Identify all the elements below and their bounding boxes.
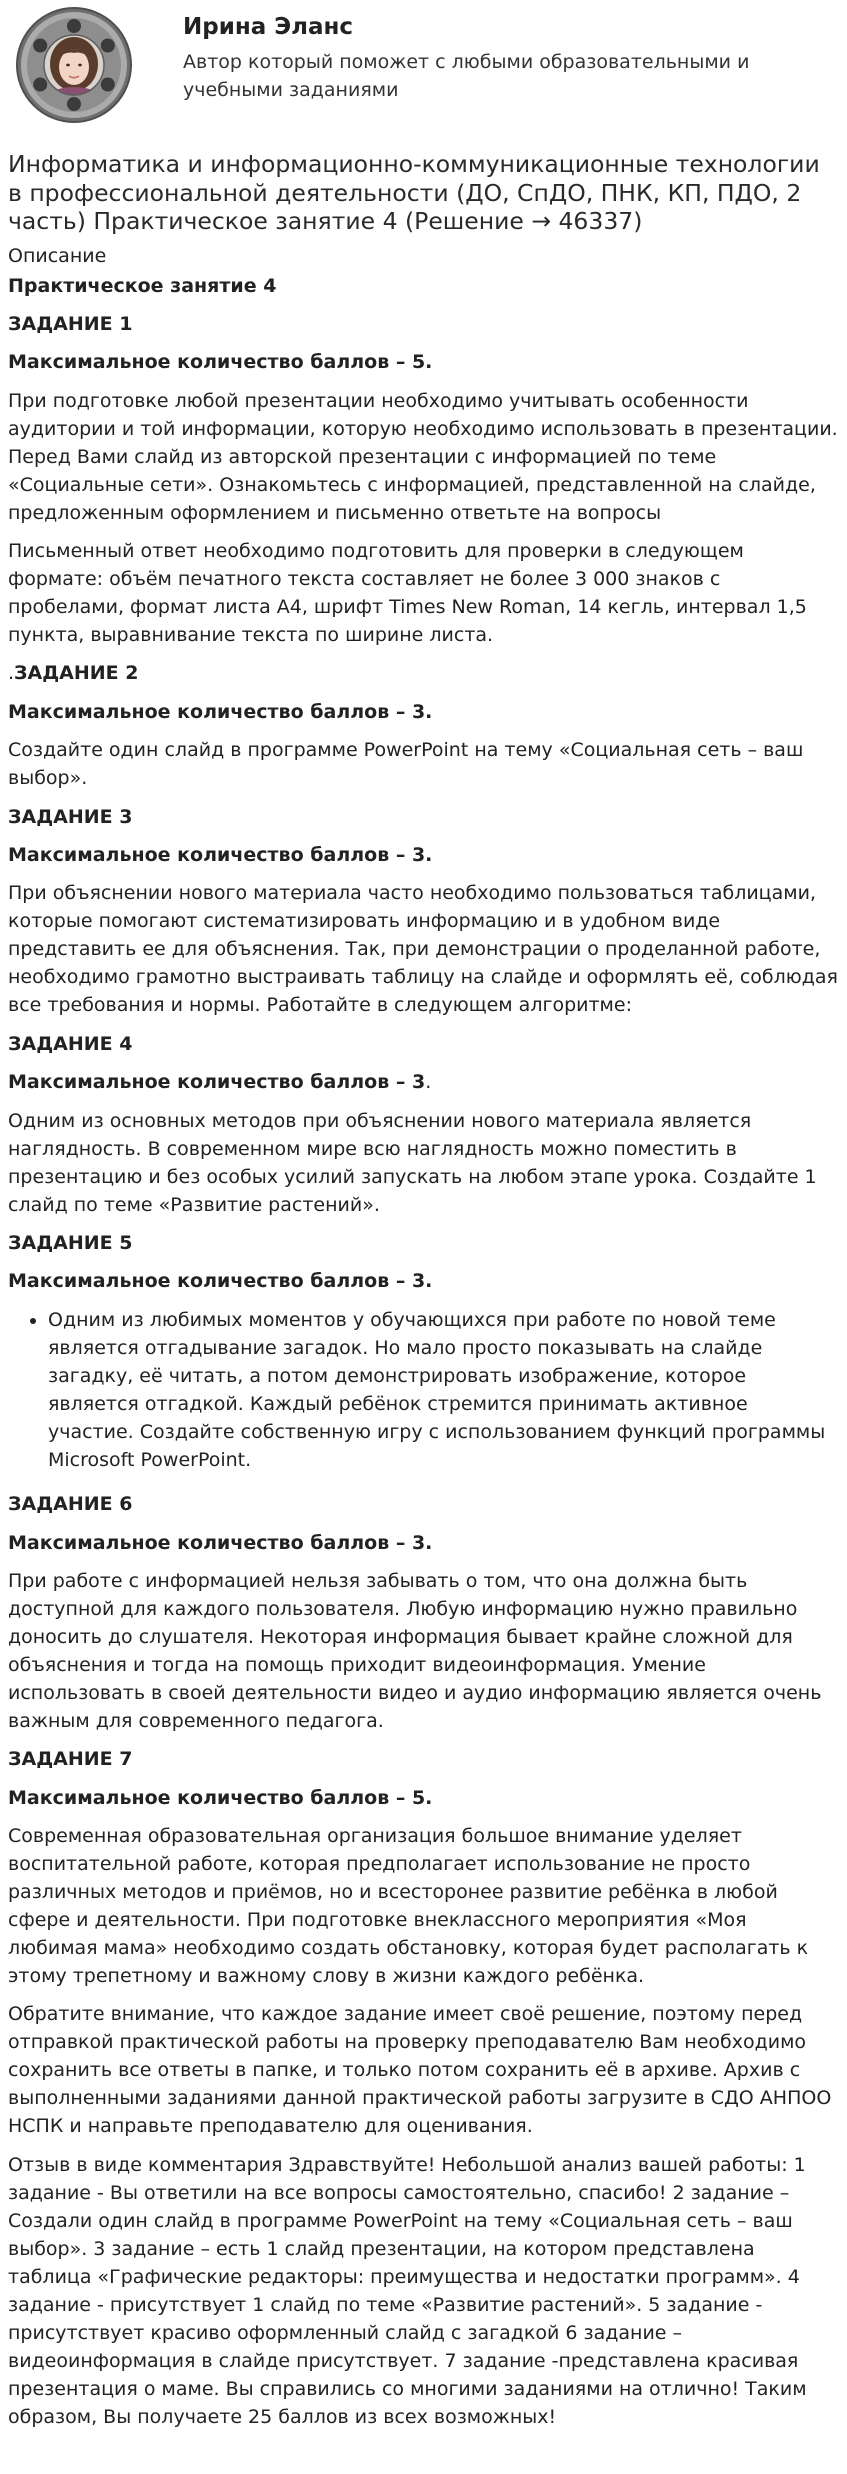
reel-hole	[101, 78, 115, 92]
reel-hole	[33, 78, 47, 92]
task-3-paragraph: При объяснении нового материала часто необходимо пользоваться таблицами, которые помогают систематизировать информацию и в удобном виде представить ее для объяснения. Так, при демонстрации о проделанной работе, необходимо грамотно выстраивать таблицу на слайде и оформлять её, соблюдая все требования и нормы. Работайте в следующем алгоритме:	[8, 882, 838, 1017]
task-2-paragraph: Создайте один слайд в программе PowerPoint на тему «Социальная сеть – ваш выбор».	[8, 739, 804, 790]
task-4-points: Максимальное количество баллов – 3	[8, 1071, 426, 1094]
photo-eye	[66, 64, 70, 67]
task-4-title: ЗАДАНИЕ 4	[8, 1032, 133, 1055]
author-info	[183, 12, 803, 104]
task-5-list	[8, 1306, 839, 1474]
author-header	[0, 0, 847, 150]
task-1-points: Максимальное количество баллов – 5.	[8, 351, 433, 374]
page-title: Информатика и информационно-коммуникационные технологии в профессиональной деятельности (ДО, СпДО, ПНК, КП, ПДО, 2 часть) Практическое занятие 4 (Решение → 46337)	[8, 150, 820, 235]
task-1-paragraph: Письменный ответ необходимо подготовить для проверки в следующем формате: объём печатного текста составляет не более 3 000 знаков с пробелами, формат листа А4, шрифт Times New Roman, 14 кегль, интервал 1,5 пункта, выравнивание текста по ширине листа.	[8, 540, 807, 647]
task-4-points-suffix: .	[425, 1071, 432, 1094]
avatar-portrait-icon	[8, 6, 140, 124]
task-3-title: ЗАДАНИЕ 3	[8, 805, 133, 828]
author-name[interactable]: Ирина Эланс	[183, 14, 354, 40]
reel-hole	[33, 39, 47, 53]
task-2-points: Максимальное количество баллов – 3.	[8, 700, 433, 723]
main-content	[0, 150, 847, 2431]
practice-heading: Практическое занятие 4	[8, 274, 277, 297]
task-6-title: ЗАДАНИЕ 6	[8, 1493, 133, 1516]
author-description: Автор который поможет с любыми образовательными и учебными заданиями	[183, 51, 750, 101]
task-5-title: ЗАДАНИЕ 5	[8, 1231, 133, 1254]
task-6-paragraph: При работе с информацией нельзя забывать о том, что она должна быть доступной для каждого пользователя. Любую информацию нужно правильно доносить до слушателя. Некоторая информация бывает крайне сложной для объяснения и тогда на помощь приходит видеоинформация. Умение использовать в своей деятельности видео и аудио информацию является очень важным для современного педагога.	[8, 1569, 822, 1732]
task-4-points-row	[8, 1068, 839, 1096]
list-item: • Одним из любимых моментов у обучающихся при работе по новой теме является отгадывание загадок. Но мало просто показывать на слайде загадку, её читать, а потом демонстрировать изображение, которое является отгадкой. Каждый ребёнок стремится принимать активное участие. Создайте собственную игру с использованием функций программы Microsoft PowerPoint.	[48, 1306, 839, 1474]
task-3-points: Максимальное количество баллов – 3.	[8, 844, 433, 867]
task-5-points: Максимальное количество баллов – 3.	[8, 1270, 433, 1293]
task-4-paragraph: Одним из основных методов при объяснении нового материала является наглядность. В современном мире всю наглядность можно поместить в презентацию и без особых усилий запускать на любом этапе урока. Создайте 1 слайд по теме «Развитие растений».	[8, 1109, 817, 1216]
task-1-title: ЗАДАНИЕ 1	[8, 312, 133, 335]
review-comment: Отзыв в виде комментария Здравствуйте! Небольшой анализ вашей работы: 1 задание - Вы ответили на все вопросы самостоятельно, спасибо! 2 задание – Создали один слайд в программе PowerPoint на тему «Социальная сеть – ваш выбор». 3 задание – есть 1 слайд презентации, на котором представлена таблица «Графические редакторы: преимущества и недостатки программ». 4 задание - присутствует 1 слайд по теме «Развитие растений». 5 задание - присутствует красиво оформленный слайд с загадкой 6 задание – видеоинформация в слайде присутствует. 7 задание -представлена красивая презентация о маме. Вы справились со многими заданиями на отлично! Таким образом, Вы получаете 25 баллов из всех возможных!	[8, 2153, 807, 2428]
task-2-prefix: .	[8, 662, 15, 685]
task-7-title: ЗАДАНИЕ 7	[8, 1748, 133, 1771]
submission-note: Обратите внимание, что каждое задание имеет своё решение, поэтому перед отправкой практической работы на проверку преподавателю Вам необходимо сохранить все ответы в папке, и только потом сохранить её в архиве. Архив с выполненными заданиями данной практической работы загрузите в СДО АНПОО НСПК и направьте преподавателю для оценивания.	[8, 2003, 832, 2138]
task-2-title-row	[8, 659, 839, 687]
task-6-points: Максимальное количество баллов – 3.	[8, 1531, 433, 1554]
photo-face	[59, 49, 89, 85]
avatar[interactable]	[8, 6, 140, 124]
reel-hole	[101, 39, 115, 53]
description-label: Описание	[8, 244, 107, 267]
photo-eye	[78, 64, 82, 67]
task-7-paragraph: Современная образовательная организация большое внимание уделяет воспитательной работе, которая предполагает использование не просто различных методов и приёмов, но и всесторонее развитие ребёнка в любой сфере и деятельности. При подготовке внеклассного мероприятия «Моя любимая мама» необходимо создать обстановку, которая будет располагать к этому трепетному и важному слову в жизни каждого ребёнка.	[8, 1825, 809, 1988]
task-2-title: ЗАДАНИЕ 2	[14, 662, 139, 685]
reel-hole	[67, 19, 81, 33]
task-1-paragraph: При подготовке любой презентации необходимо учитывать особенности аудитории и той информации, которую необходимо использовать в презентации. Перед Вами слайд из авторской презентации с информацией по теме «Социальные сети». Ознакомьтесь с информацией, представленной на слайде, предложенным оформлением и письменно ответьте на вопросы	[8, 389, 838, 524]
task-7-points: Максимальное количество баллов – 5.	[8, 1786, 433, 1809]
reel-hole	[67, 97, 81, 111]
